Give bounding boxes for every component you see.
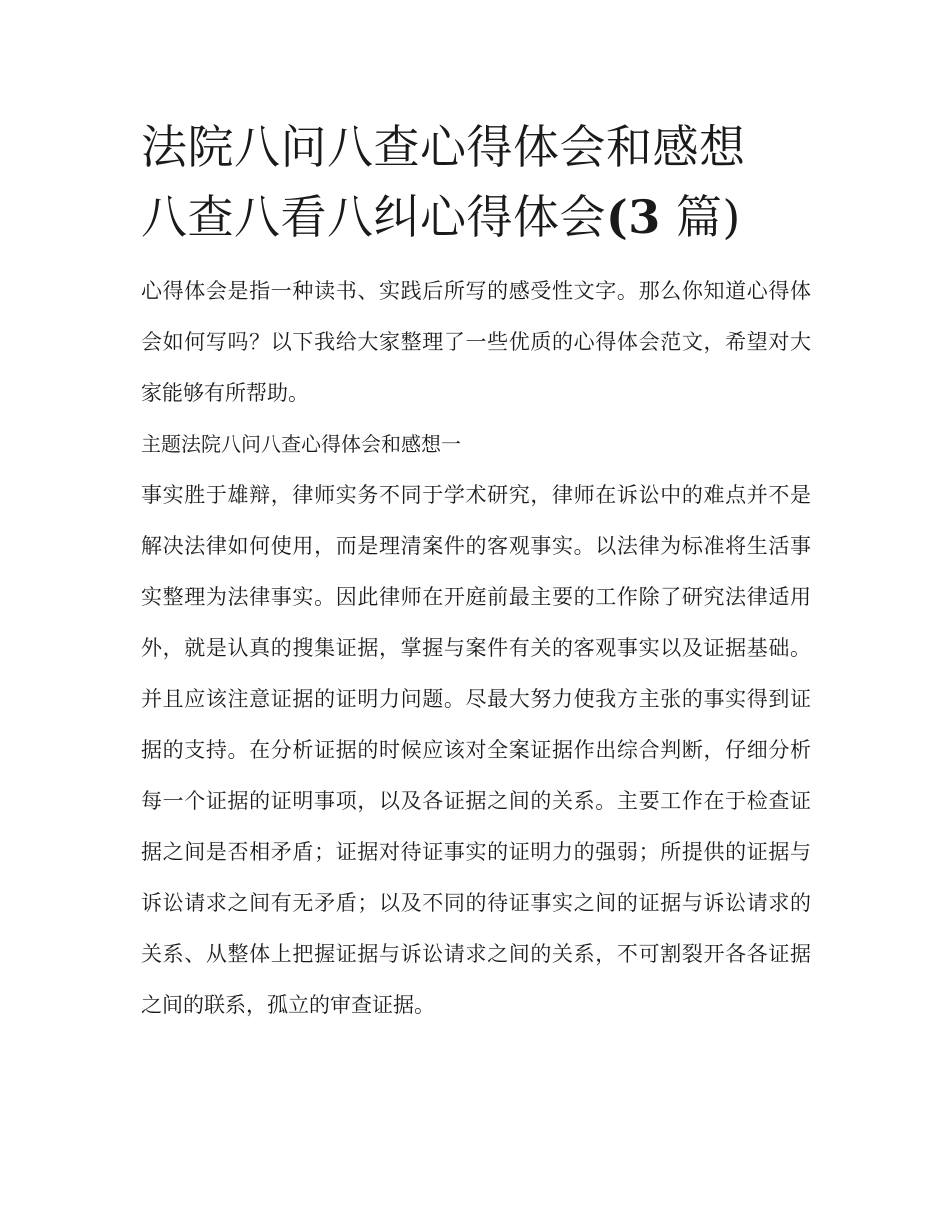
document-title	[141, 112, 811, 252]
title-line-2-text: 八查八看八纠心得体会	[141, 190, 606, 244]
body-paragraph: 事实胜于雄辩，律师实务不同于学术研究，律师在诉讼中的难点并不是解决法律如何使用，而是理清案件的客观事实。以法律为标准将生活事实整理为法律事实。因此律师在开庭前最主要的工作除了研究法律适用外，就是认真的搜集证据，掌握与案件有关的客观事实以及证据基础。并且应该注意证据的证明力问题。尽最大努力使我方主张的事实得到证据的支持。在分析证据的时候应该对全案证据作出综合判断，仔细分析每一个证据的证明事项，以及各证据之间的关系。主要工作在于检查证据之间是否相矛盾；证据对待证事实的证明力的强弱；所提供的证据与诉讼请求之间有无矛盾；以及不同的待证事实之间的证据与诉讼请求的关系、从整体上把握证据与诉讼请求之间的关系，不可割裂开各各证据之间的联系，孤立的审查证据。	[141, 483, 811, 1017]
title-count-unit: 篇)	[675, 190, 741, 244]
document-content	[141, 112, 811, 1031]
title-line-2	[141, 182, 811, 252]
title-count: (3	[606, 190, 661, 244]
intro-paragraph: 心得体会是指一种读书、实践后所写的感受性文字。那么你知道心得体会如何写吗？以下我给大家整理了一些优质的心得体会范文，希望对大家能够有所帮助。	[141, 279, 811, 405]
title-line-1: 法院八问八查心得体会和感想	[141, 120, 746, 174]
section-heading: 主题法院八问八查心得体会和感想一	[141, 432, 461, 456]
